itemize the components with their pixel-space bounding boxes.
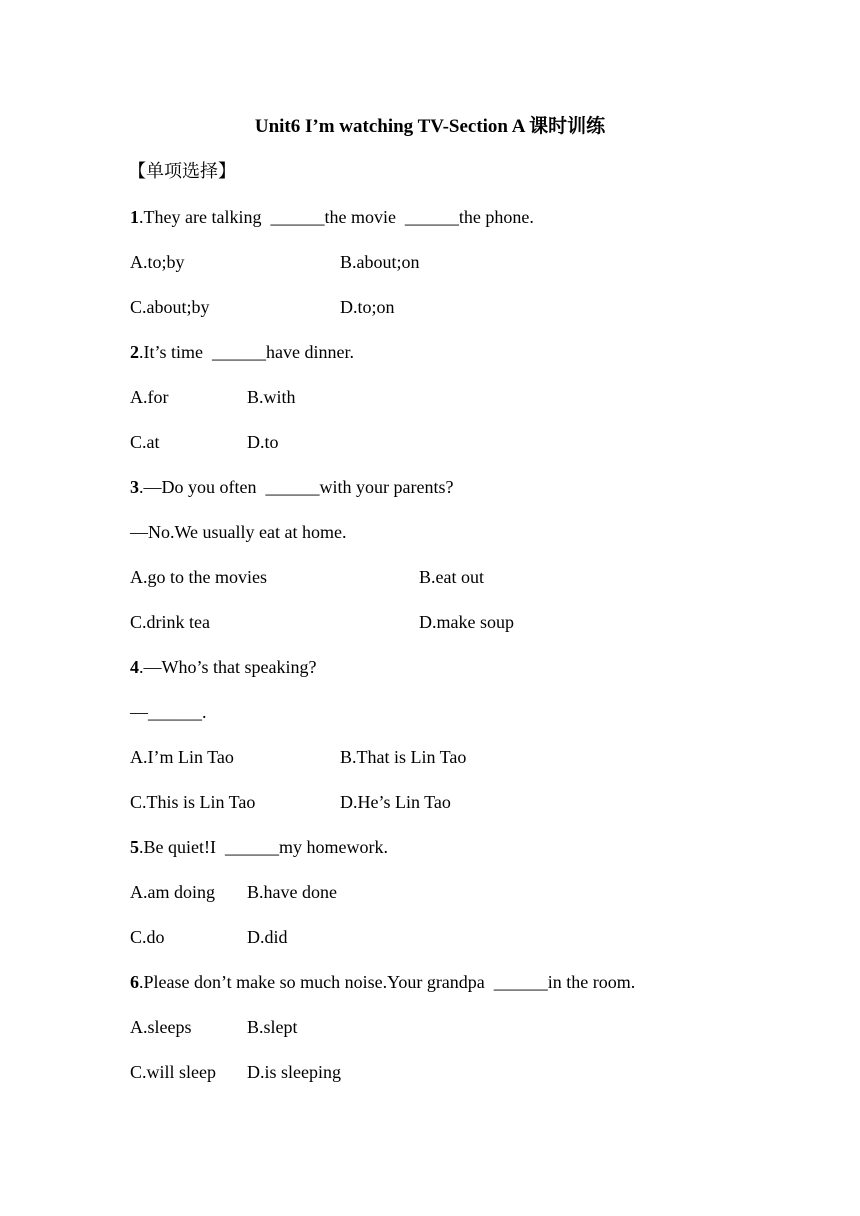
question-text: .—Do you often ______with your parents? xyxy=(139,477,454,497)
option-d: D.to xyxy=(247,432,279,452)
option-c: C.do xyxy=(130,927,165,947)
option-a: A.I’m Lin Tao xyxy=(130,747,234,767)
dialogue-reply: —No.We usually eat at home. xyxy=(130,522,347,542)
option-c: C.This is Lin Tao xyxy=(130,792,256,812)
dialogue-reply: —______. xyxy=(130,702,207,722)
question-5 xyxy=(130,834,388,860)
option-d: D.to;on xyxy=(340,297,395,317)
option-d: D.did xyxy=(247,927,288,947)
option-a: A.to;by xyxy=(130,252,185,272)
question-text: .Be quiet!I ______my homework. xyxy=(139,837,388,857)
page-title: Unit6 I’m watching TV-Section A 课时训练 xyxy=(254,116,606,137)
question-6 xyxy=(130,969,635,995)
question-number: 2 xyxy=(130,342,139,362)
option-a: A.am doing xyxy=(130,882,215,902)
option-b: B.about;on xyxy=(340,252,420,272)
question-2 xyxy=(130,339,354,365)
option-b: B.slept xyxy=(247,1017,298,1037)
option-b: B.eat out xyxy=(419,567,484,587)
option-c: C.drink tea xyxy=(130,612,210,632)
option-c: C.at xyxy=(130,432,160,452)
question-number: 4 xyxy=(130,657,139,677)
question-text: .Please don’t make so much noise.Your grandpa ______in the room. xyxy=(139,972,636,992)
question-4 xyxy=(130,654,316,680)
question-text: .They are talking ______the movie ______the phone. xyxy=(139,207,534,227)
option-d: D.He’s Lin Tao xyxy=(340,792,451,812)
option-c: C.will sleep xyxy=(130,1062,216,1082)
option-d: D.is sleeping xyxy=(247,1062,341,1082)
question-3 xyxy=(130,474,453,500)
option-a: A.go to the movies xyxy=(130,567,267,587)
question-text: .It’s time ______have dinner. xyxy=(139,342,354,362)
option-d: D.make soup xyxy=(419,612,514,632)
question-number: 1 xyxy=(130,207,139,227)
option-c: C.about;by xyxy=(130,297,210,317)
option-b: B.with xyxy=(247,387,296,407)
option-b: B.That is Lin Tao xyxy=(340,747,467,767)
question-number: 5 xyxy=(130,837,139,857)
question-text: .—Who’s that speaking? xyxy=(139,657,317,677)
question-1 xyxy=(130,204,534,230)
question-number: 6 xyxy=(130,972,139,992)
option-a: A.sleeps xyxy=(130,1017,192,1037)
option-a: A.for xyxy=(130,387,169,407)
section-heading: 【单项选择】 xyxy=(128,161,236,182)
question-number: 3 xyxy=(130,477,139,497)
option-b: B.have done xyxy=(247,882,337,902)
